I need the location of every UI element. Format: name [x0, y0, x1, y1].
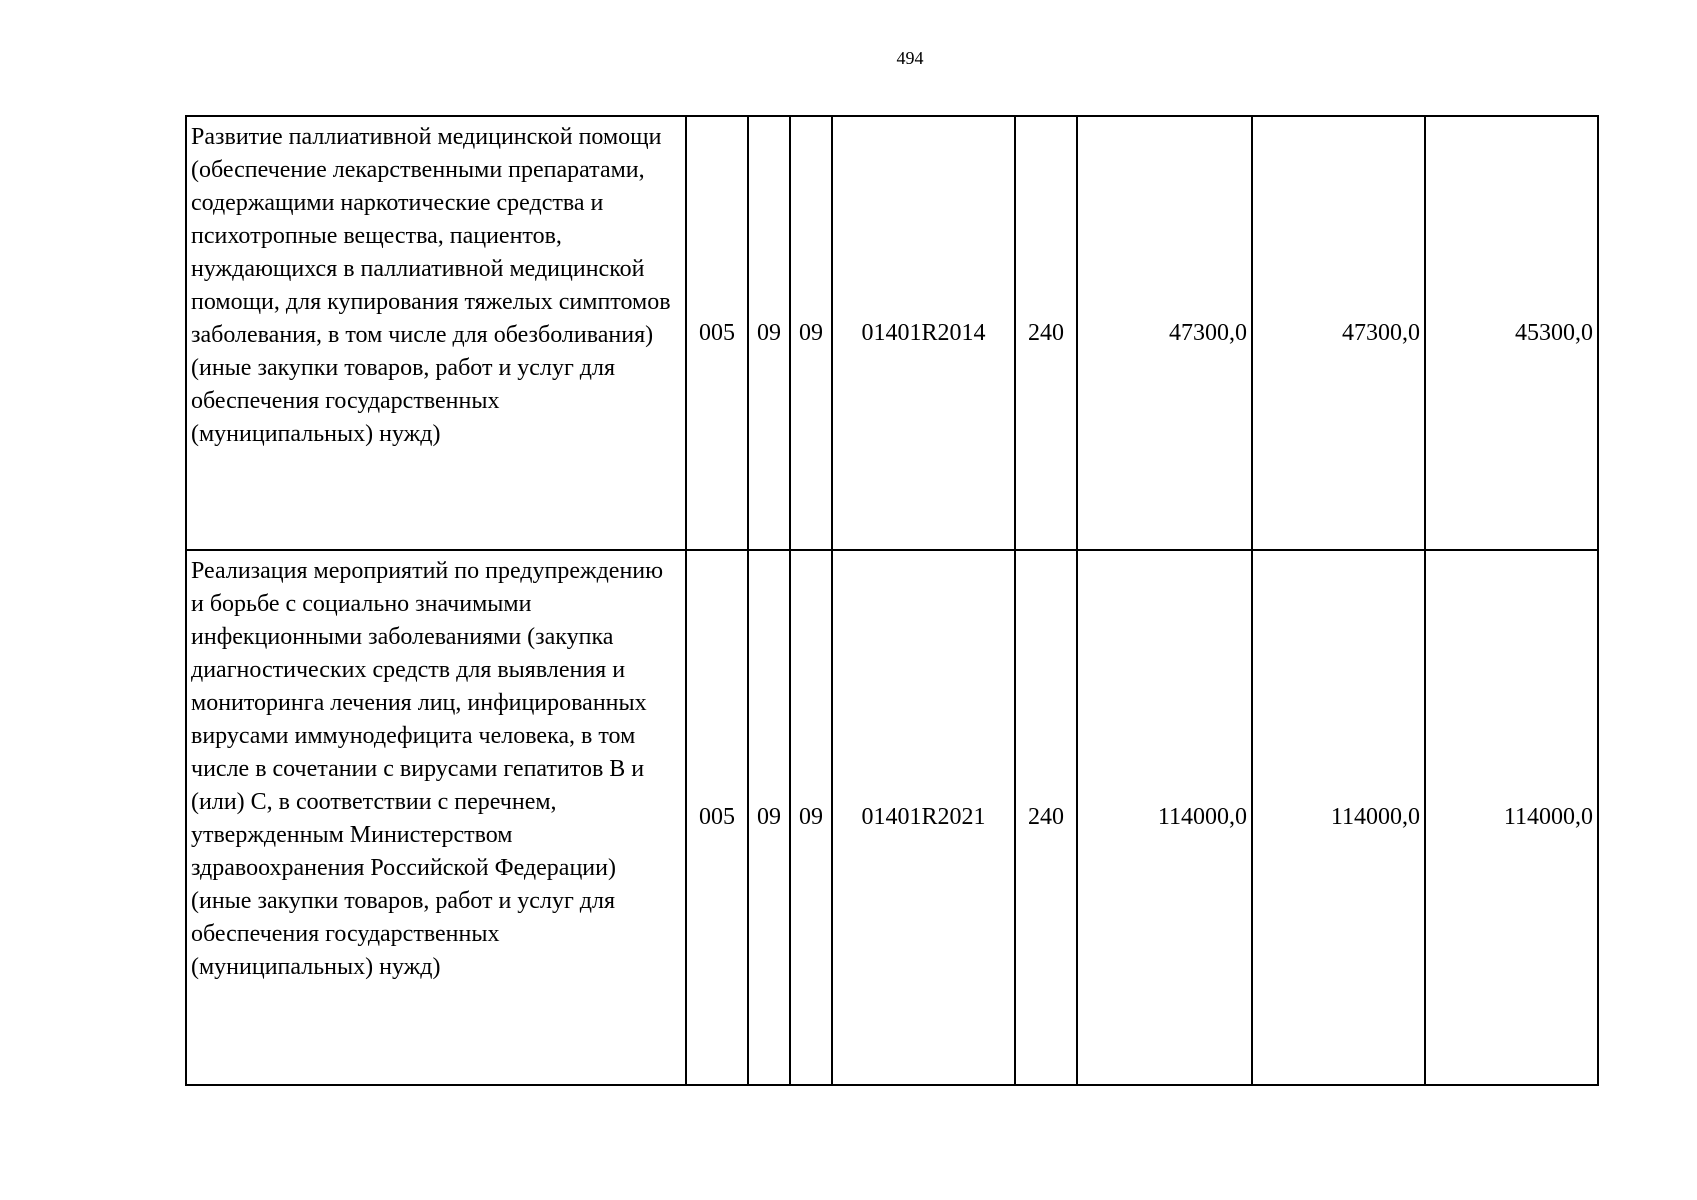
- row-description: Реализация мероприятий по предупреждению и борьбе с социально значимыми инфекционными заболеваниями (закупка диагностических средств для выявления и мониторинга лечения лиц, инфицированных вирусами иммунодефицита человека, в том числе в сочетании с вирусами гепатитов B и (или) C, в соответствии с перечнем, утвержденным Министерством здравоохранения Российской Федерации) (иные закупки товаров, работ и услуг для обеспечения государственных (муниципальных) нужд): [186, 550, 686, 1085]
- expense-type-code: 240: [1015, 550, 1077, 1085]
- row-description: Развитие паллиативной медицинской помощи (обеспечение лекарственными препаратами, содержащими наркотические средства и психотропные вещества, пациентов, нуждающихся в паллиативной медицинской помощи, для купирования тяжелых симптомов заболевания, в том числе для обезболивания) (иные закупки товаров, работ и услуг для обеспечения государственных (муниципальных) нужд): [186, 116, 686, 550]
- section-code: 09: [748, 550, 790, 1085]
- budget-table: [185, 115, 1599, 1086]
- amount-2: 114000,0: [1252, 550, 1425, 1085]
- subsection-code: 09: [790, 550, 832, 1085]
- subsection-code: 09: [790, 116, 832, 550]
- page-number: 494: [896, 48, 924, 68]
- section-code: 09: [748, 116, 790, 550]
- table-row: [186, 550, 1598, 1085]
- amount-1: 114000,0: [1077, 550, 1252, 1085]
- amount-2: 47300,0: [1252, 116, 1425, 550]
- amount-1: 47300,0: [1077, 116, 1252, 550]
- ministry-code: 005: [686, 550, 748, 1085]
- amount-3: 114000,0: [1425, 550, 1598, 1085]
- expense-type-code: 240: [1015, 116, 1077, 550]
- ministry-code: 005: [686, 116, 748, 550]
- target-article-code: 01401R2021: [832, 550, 1015, 1085]
- amount-3: 45300,0: [1425, 116, 1598, 550]
- table-row: [186, 116, 1598, 550]
- target-article-code: 01401R2014: [832, 116, 1015, 550]
